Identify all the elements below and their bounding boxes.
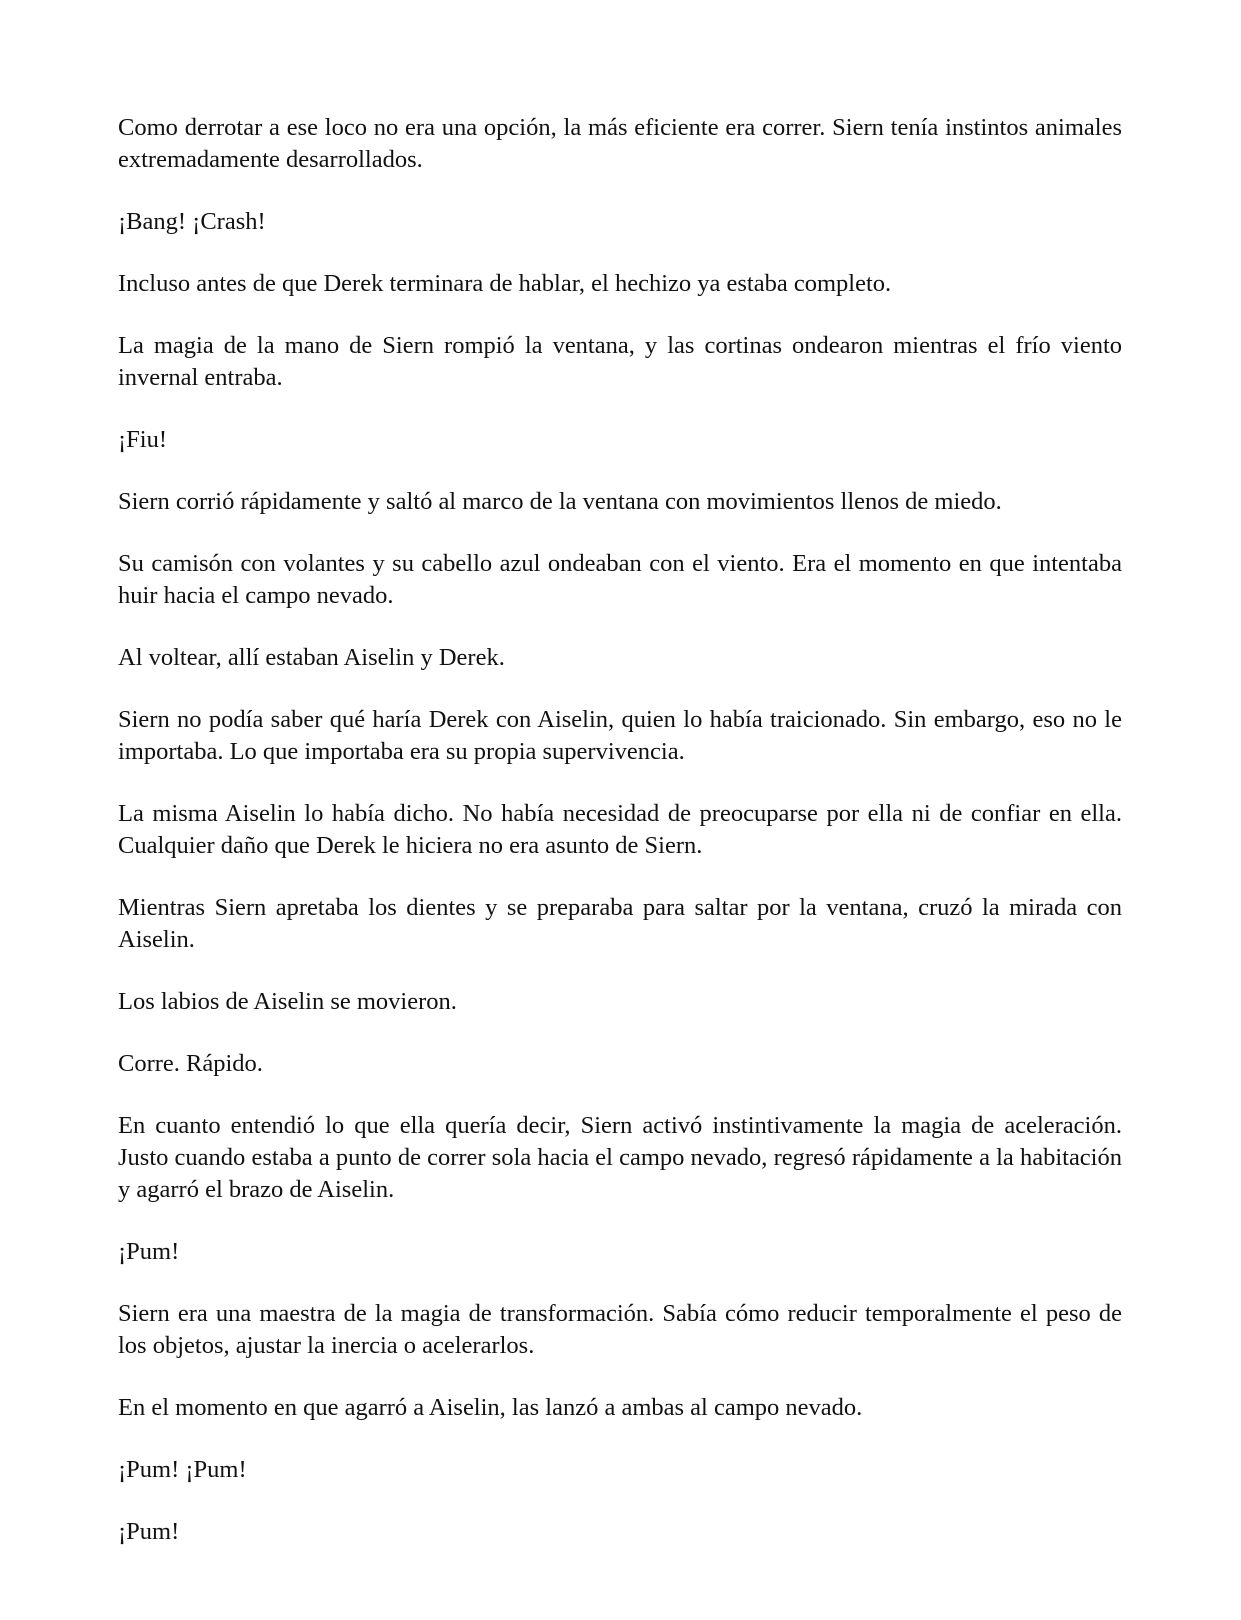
paragraph-7: Su camisón con volantes y su cabello azul ondeaban con el viento. Era el momento en que intentaba huir hacia el campo nevado. [118, 550, 1122, 609]
paragraph-13: Corre. Rápido. [118, 1050, 263, 1077]
document-body [118, 112, 1122, 1578]
paragraph-1: Como derrotar a ese loco no era una opción, la más eficiente era correr. Siern tenía instintos animales extremadamente desarrollados. [118, 114, 1122, 173]
paragraph-3: Incluso antes de que Derek terminara de hablar, el hechizo ya estaba completo. [118, 270, 892, 297]
paragraph-9: Siern no podía saber qué haría Derek con Aiselin, quien lo había traicionado. Sin embargo, eso no le importaba. Lo que importaba era su propia supervivencia. [118, 706, 1122, 765]
paragraph-2: ¡Bang! ¡Crash! [118, 208, 266, 235]
paragraph-4: La magia de la mano de Siern rompió la ventana, y las cortinas ondearon mientras el frío viento invernal entraba. [118, 332, 1122, 391]
paragraph-5: ¡Fiu! [118, 426, 167, 453]
paragraph-14: En cuanto entendió lo que ella quería decir, Siern activó instintivamente la magia de aceleración. Justo cuando estaba a punto de correr sola hacia el campo nevado, regresó rápidamente a la habitación y agarró el brazo de Aiselin. [118, 1112, 1122, 1203]
paragraph-6: Siern corrió rápidamente y saltó al marco de la ventana con movimientos llenos de miedo. [118, 488, 1002, 515]
paragraph-10: La misma Aiselin lo había dicho. No había necesidad de preocuparse por ella ni de confiar en ella. Cualquier daño que Derek le hiciera no era asunto de Siern. [118, 800, 1122, 859]
paragraph-11: Mientras Siern apretaba los dientes y se preparaba para saltar por la ventana, cruzó la mirada con Aiselin. [118, 894, 1122, 953]
paragraph-18: ¡Pum! ¡Pum! [118, 1456, 247, 1483]
paragraph-16: Siern era una maestra de la magia de transformación. Sabía cómo reducir temporalmente el peso de los objetos, ajustar la inercia o acelerarlos. [118, 1300, 1122, 1359]
paragraph-8: Al voltear, allí estaban Aiselin y Derek. [118, 644, 505, 671]
paragraph-17: En el momento en que agarró a Aiselin, las lanzó a ambas al campo nevado. [118, 1394, 863, 1421]
paragraph-15: ¡Pum! [118, 1238, 180, 1265]
paragraph-19: ¡Pum! [118, 1518, 180, 1545]
paragraph-12: Los labios de Aiselin se movieron. [118, 988, 457, 1015]
